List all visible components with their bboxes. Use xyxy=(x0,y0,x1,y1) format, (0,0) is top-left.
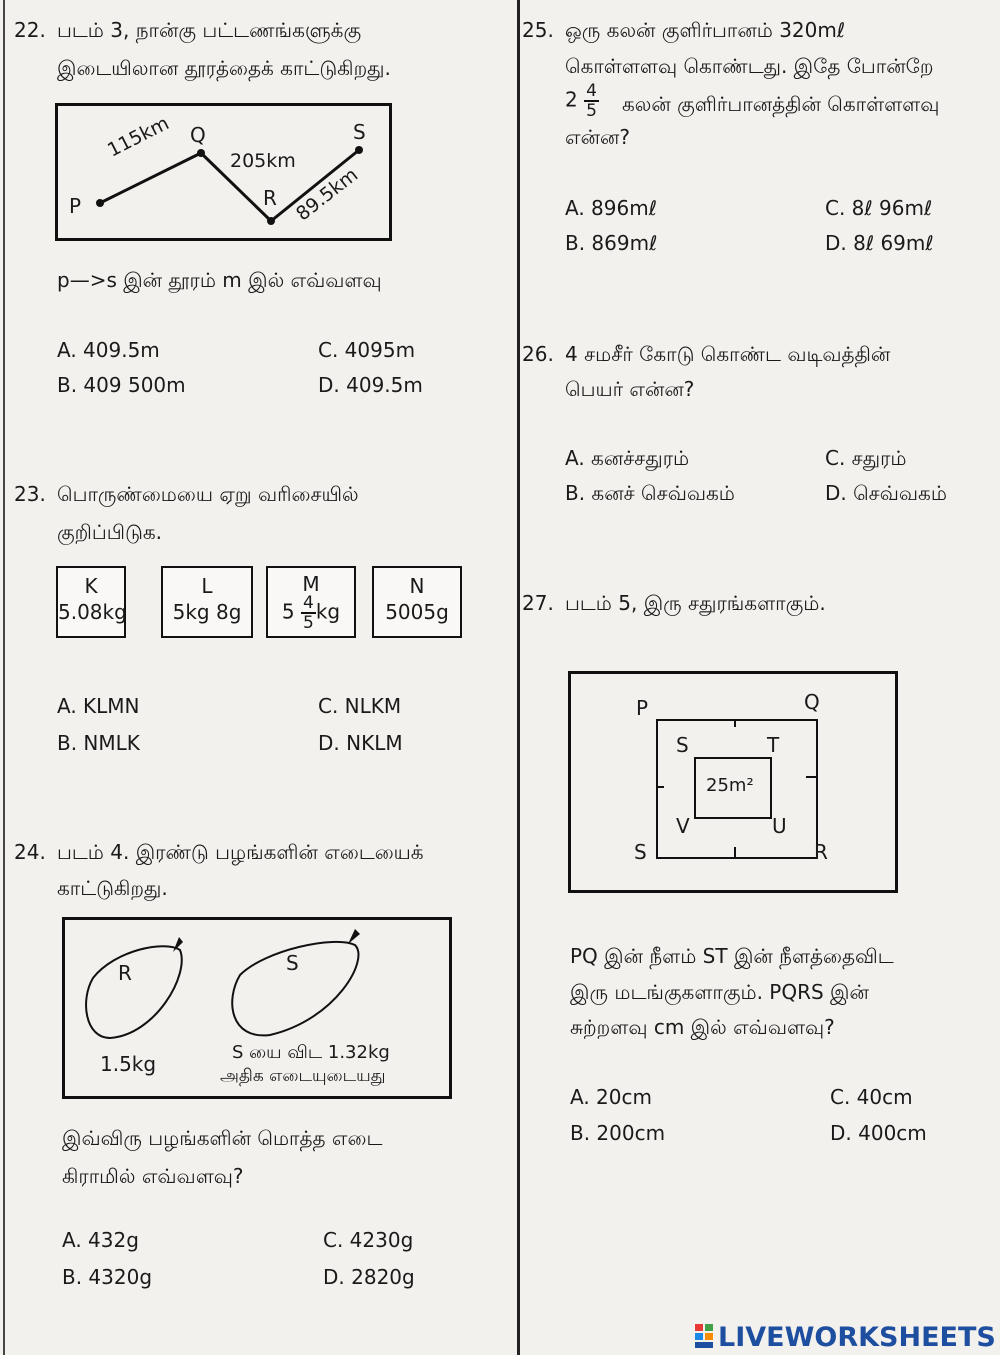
q25-text-line4: என்ன? xyxy=(565,125,631,149)
q24-number: 24. xyxy=(14,840,46,864)
q23-item-m-whole: 5 xyxy=(281,599,295,624)
q22-dist-rs: 89.5km xyxy=(292,163,363,226)
q24-option-a[interactable]: A. 432g xyxy=(62,1228,139,1252)
q22-question: p—>s இன் தூரம் m இல் எவ்வளவு xyxy=(57,268,382,292)
q23-item-k-label: K xyxy=(84,574,98,598)
q25-whole: 2 xyxy=(565,87,578,112)
q22-number: 22. xyxy=(14,18,46,42)
q27-label-p: P xyxy=(636,696,649,720)
q25-text-line1: ஒரு கலன் குளிர்பானம் 320mℓ xyxy=(565,18,846,42)
q24-fruit-r-shape xyxy=(86,946,182,1038)
q27-label-v: V xyxy=(676,814,690,838)
q25-text-line2: கொள்ளளவு கொண்டது. இதே போன்றே xyxy=(565,54,934,78)
q24-fruit-s-stem xyxy=(348,929,360,944)
q22-dist-pq: 115km xyxy=(104,112,173,162)
q25-text-line3: கலன் குளிர்பானத்தின் கொள்ளளவு xyxy=(622,92,940,116)
q27-area-label: 25m² xyxy=(706,775,754,796)
q23-number: 23. xyxy=(14,482,46,506)
q24-option-d[interactable]: D. 2820g xyxy=(323,1265,415,1289)
q24-text-line1: படம் 4. இரண்டு பழங்களின் எடையைக் xyxy=(57,840,424,864)
q24-weight-r: 1.5kg xyxy=(100,1052,157,1076)
q23-option-b[interactable]: B. NMLK xyxy=(57,731,140,755)
q27-text-line3: இரு மடங்குகளாகும். PQRS இன் xyxy=(570,980,869,1004)
q24-weight-s-line2: அதிக எடையுடையது xyxy=(220,1066,386,1086)
q25-option-b[interactable]: B. 869mℓ xyxy=(565,231,658,255)
q25-option-a[interactable]: A. 896mℓ xyxy=(565,196,657,220)
q27-option-d[interactable]: D. 400cm xyxy=(830,1121,927,1145)
liveworksheets-logo-icon xyxy=(695,1322,715,1350)
q26-text-line1: 4 சமசீர் கோடு கொண்ட வடிவத்தின் xyxy=(565,342,891,366)
left-border xyxy=(3,0,5,1355)
q24-fruit-r-label: R xyxy=(118,961,132,985)
q22-label-q: Q xyxy=(190,123,206,147)
q27-label-t: T xyxy=(767,733,780,757)
q23-item-l-label: L xyxy=(201,574,213,598)
q25-num: 4 xyxy=(586,81,597,101)
column-divider xyxy=(517,0,520,1355)
q23-item-m-den: 5 xyxy=(302,613,314,633)
q23-item-l xyxy=(161,566,253,638)
q22-point-p xyxy=(96,199,104,207)
q25-fraction xyxy=(584,82,599,120)
q27-label-u: U xyxy=(772,814,787,838)
q27-text-line2: PQ இன் நீளம் ST இன் நீளத்தைவிட xyxy=(570,944,894,968)
q23-option-c[interactable]: C. NLKM xyxy=(318,694,402,718)
q27-text-line4: சுற்றளவு cm இல் எவ்வளவு? xyxy=(570,1015,835,1039)
q24-option-c[interactable]: C. 4230g xyxy=(323,1228,414,1252)
q25-option-c[interactable]: C. 8ℓ 96mℓ xyxy=(825,196,933,220)
q23-text-line2: குறிப்பிடுக. xyxy=(57,520,162,544)
q22-option-b[interactable]: B. 409 500m xyxy=(57,373,186,397)
q23-item-m-label: M xyxy=(302,572,320,596)
q24-option-b[interactable]: B. 4320g xyxy=(62,1265,153,1289)
q22-label-p: P xyxy=(69,194,82,218)
q23-item-k-value: 5.08kg xyxy=(58,600,127,624)
q22-text-line2: இடையிலான தூரத்தைக் காட்டுகிறது. xyxy=(57,56,391,80)
q26-text-line2: பெயர் என்ன? xyxy=(565,377,695,401)
q22-option-c[interactable]: C. 4095m xyxy=(318,338,416,362)
q23-item-n-label: N xyxy=(409,574,425,598)
q26-option-a[interactable]: A. கனச்சதுரம் xyxy=(565,446,690,470)
q27-label-r: R xyxy=(814,840,828,864)
q26-option-c[interactable]: C. சதுரம் xyxy=(825,446,907,470)
q23-text-line1: பொருண்மையை ஏறு வரிசையில் xyxy=(57,482,359,506)
q23-option-a[interactable]: A. KLMN xyxy=(57,694,140,718)
q26-option-d[interactable]: D. செவ்வகம் xyxy=(825,481,947,505)
q23-item-m-fraction xyxy=(301,594,316,632)
q27-option-a[interactable]: A. 20cm xyxy=(570,1085,652,1109)
liveworksheets-logo[interactable]: LIVEWORKSHEETS xyxy=(718,1322,996,1353)
q23-item-m-value xyxy=(268,594,354,632)
q24-text-line4: கிராமில் எவ்வளவு? xyxy=(62,1164,244,1188)
q22-point-r xyxy=(267,217,275,225)
q27-label-s: S xyxy=(634,840,647,864)
q26-number: 26. xyxy=(522,342,554,366)
q22-option-d[interactable]: D. 409.5m xyxy=(318,373,423,397)
q23-item-l-value: 5kg 8g xyxy=(172,600,242,624)
q25-option-d[interactable]: D. 8ℓ 69mℓ xyxy=(825,231,934,255)
q24-text-line3: இவ்விரு பழங்களின் மொத்த எடை xyxy=(62,1126,383,1150)
q23-item-m xyxy=(266,566,356,638)
q27-option-c[interactable]: C. 40cm xyxy=(830,1085,913,1109)
q27-text-line1: படம் 5, இரு சதுரங்களாகும். xyxy=(565,591,826,615)
q22-text-line1: படம் 3, நான்கு பட்டணங்களுக்கு xyxy=(57,18,362,42)
q23-item-n-value: 5005g xyxy=(385,600,449,624)
q23-item-n xyxy=(372,566,462,638)
q24-fruit-s-label: S xyxy=(286,951,299,975)
q24-weight-s-line1: S யை விட 1.32kg xyxy=(232,1042,390,1063)
q27-label-inner-s: S xyxy=(676,733,689,757)
q26-option-b[interactable]: B. கனச் செவ்வகம் xyxy=(565,481,735,505)
q25-den: 5 xyxy=(586,101,597,121)
q25-mixed-fraction xyxy=(565,82,599,120)
q25-number: 25. xyxy=(522,18,554,42)
q22-option-a[interactable]: A. 409.5m xyxy=(57,338,160,362)
q23-item-m-unit: kg xyxy=(315,599,341,624)
q27-number: 27. xyxy=(522,591,554,615)
q23-option-d[interactable]: D. NKLM xyxy=(318,731,403,755)
q22-label-r: R xyxy=(263,186,277,210)
q27-label-q: Q xyxy=(804,690,820,714)
q22-label-s: S xyxy=(353,120,366,144)
q27-option-b[interactable]: B. 200cm xyxy=(570,1121,666,1145)
q22-dist-qr: 205km xyxy=(230,150,296,172)
q24-text-line2: காட்டுகிறது. xyxy=(57,876,168,900)
q23-item-m-num: 4 xyxy=(302,593,314,613)
q23-item-k xyxy=(56,566,126,638)
